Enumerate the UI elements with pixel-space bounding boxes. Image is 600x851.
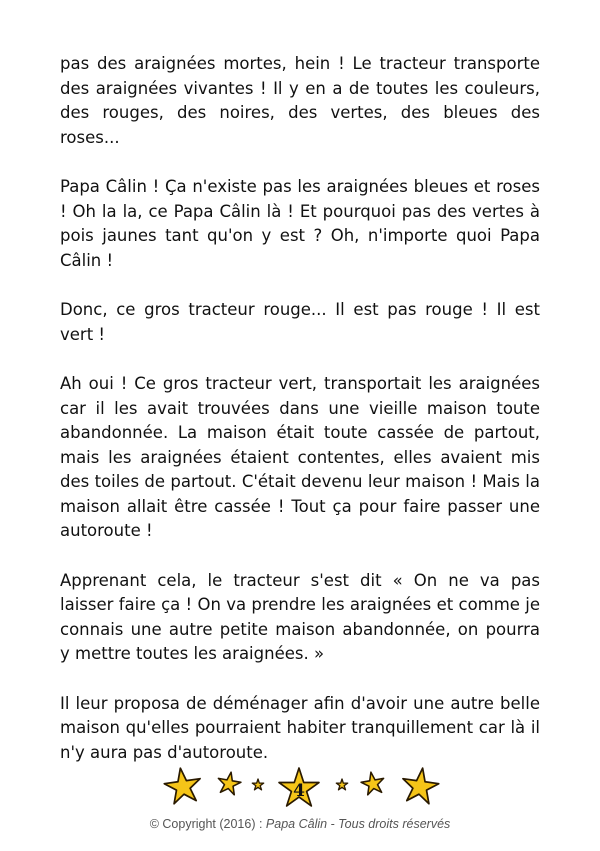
stars-graphic [0, 760, 600, 820]
story-text [60, 52, 540, 790]
paragraph-4: Ah oui ! Ce gros tracteur vert, transportait les araignées car il les avait trouvées dans une vieille maison toute abandonnée. La maison était toute cassée de partout, mais les araignées étaient contentes, elles avaient mis des toiles de partout. C'était devenu leur maison ! Mais la maison allait être cassée ! Tout ça pour faire passer une autoroute ! [60, 374, 540, 540]
star-icon [252, 779, 263, 790]
star-icon [216, 770, 242, 795]
paragraph-3: Donc, ce gros tracteur rouge... Il est pas rouge ! Il est vert ! [60, 300, 540, 344]
star-icon [336, 779, 347, 790]
paragraph-1: pas des araignées mortes, hein ! Le tracteur transporte des araignées vivantes ! Il y en a de toutes les couleurs, des rouges, des noires, des vertes, des bleues des roses... [60, 54, 540, 147]
copyright-owner: Papa Câlin - Tous droits réservés [265, 817, 451, 831]
star-icon [162, 766, 203, 805]
star-icon [400, 766, 441, 805]
star-icon [360, 770, 386, 795]
footer-star-decoration [0, 760, 600, 820]
copyright-notice [0, 817, 600, 831]
paragraph-5: Apprenant cela, le tracteur s'est dit « On ne va pas laisser faire ça ! On va prendre les araignées et comme je connais une autre petite maison abandonnée, on pourra y mettre toutes les araignées. » [60, 570, 540, 663]
paragraph-2: Papa Câlin ! Ça n'existe pas les araignées bleues et roses ! Oh la la, ce Papa Câlin là ! Et pourquoi pas des vertes à pois jaunes tant qu'on y est ? Oh, n'importe quoi Papa Câlin ! [60, 177, 540, 270]
page-number: 4 [293, 781, 305, 801]
copyright-prefix: © Copyright (2016) : [149, 817, 263, 831]
paragraph-6: Il leur proposa de déménager afin d'avoir une autre belle maison qu'elles pourraient habiter tranquillement car là il n'y aura pas d'autoroute. [60, 693, 540, 762]
